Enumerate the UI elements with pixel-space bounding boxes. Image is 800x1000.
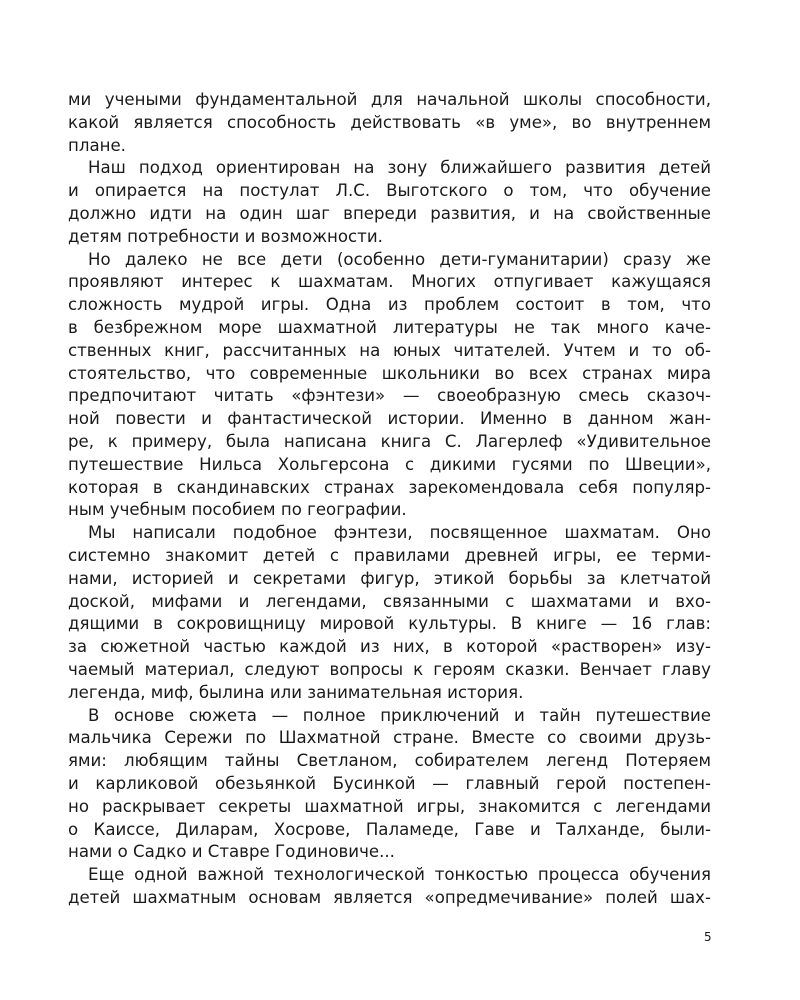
text-line: Но далеко не все дети (особенно дети-гуманитарии) сразу же [88,249,711,269]
text-line: ным учебным пособием по географии. [68,500,407,520]
paragraph [68,522,711,704]
text-line: в безбрежном море шахматной литературы не так много каче- [68,317,711,337]
text-line: сложность мудрой игры. Одна из проблем состоит в том, что [68,295,711,315]
text-line: мальчика Сережи по Шахматной стране. Вместе со своими друзь- [68,728,711,748]
text-line: доской, мифами и легендами, связанными с шахматами и вхо- [68,591,711,611]
text-line: ной повести и фантастической истории. Именно в данном жан- [68,409,711,429]
text-line: Еще одной важной технологической тонкостью процесса обучения [88,865,711,885]
paragraph [68,157,711,248]
text-line: плане. [68,135,126,155]
text-line: Мы написали подобное фэнтези, посвященное шахматам. Оно [88,523,711,543]
text-line: нами о Садко и Ставре Годиновиче... [68,842,395,862]
text-line: о Каиссе, Диларам, Хосрове, Паламеде, Гаве и Талханде, были- [68,819,711,839]
text-line: Наш подход ориентирован на зону ближайшего развития детей [88,158,711,178]
page-number: 5 [704,930,712,944]
paragraph [68,864,711,910]
text-line: за сюжетной частью каждой из них, в которой «растворен» изу- [68,637,711,657]
text-line: В основе сюжета — полное приключений и тайн путешествие [88,705,711,725]
text-line: и карликовой обезьянкой Бусинкой — главный герой постепен- [68,773,711,793]
text-line: легенда, миф, былина или занимательная история. [68,682,524,702]
text-line: какой является способность действовать «в уме», во внутреннем [68,112,711,132]
text-line: детей шахматным основам является «опредмечивание» полей шах- [68,887,711,907]
text-line: ственных книг, рассчитанных на юных читателей. Учтем и то об- [68,340,711,360]
text-line: детям потребности и возможности. [68,226,383,246]
text-line: которая в скандинавских странах зарекомендовала себя популяр- [68,477,711,497]
text-line: системно знакомит детей с правилами древней игры, ее терми- [68,545,711,565]
body-text [68,89,711,910]
text-line: дящими в сокровищницу мировой культуры. В книге — 16 глав: [68,614,711,634]
text-line: стоятельство, что современные школьники во всех странах мира [68,363,711,383]
text-line: нами, историей и секретами фигур, этикой борьбы за клетчатой [68,568,711,588]
paragraph [68,89,711,157]
text-line: ми учеными фундаментальной для начальной школы способности, [68,90,711,109]
text-line: проявляют интерес к шахматам. Многих отпугивает кажущаяся [68,272,711,292]
text-line: предпочитают читать «фэнтези» — своеобразную смесь сказоч- [68,386,711,406]
paragraph [68,249,711,523]
text-line: чаемый материал, следуют вопросы к героям сказки. Венчает главу [68,659,711,679]
text-line: и опирается на постулат Л.С. Выготского о том, что обучение [68,181,711,201]
text-line: ями: любящим тайны Светланом, собирателем легенд Потеряем [68,751,711,771]
text-line: ре, к примеру, была написана книга С. Лагерлеф «Удивительное [68,431,711,451]
text-line: путешествие Нильса Хольгерсона с дикими гусями по Швеции», [68,454,711,474]
paragraph [68,705,711,865]
text-line: должно идти на один шаг впереди развития, и на свойственные [68,203,711,223]
text-line: но раскрывает секреты шахматной игры, знакомится с легендами [68,796,711,816]
